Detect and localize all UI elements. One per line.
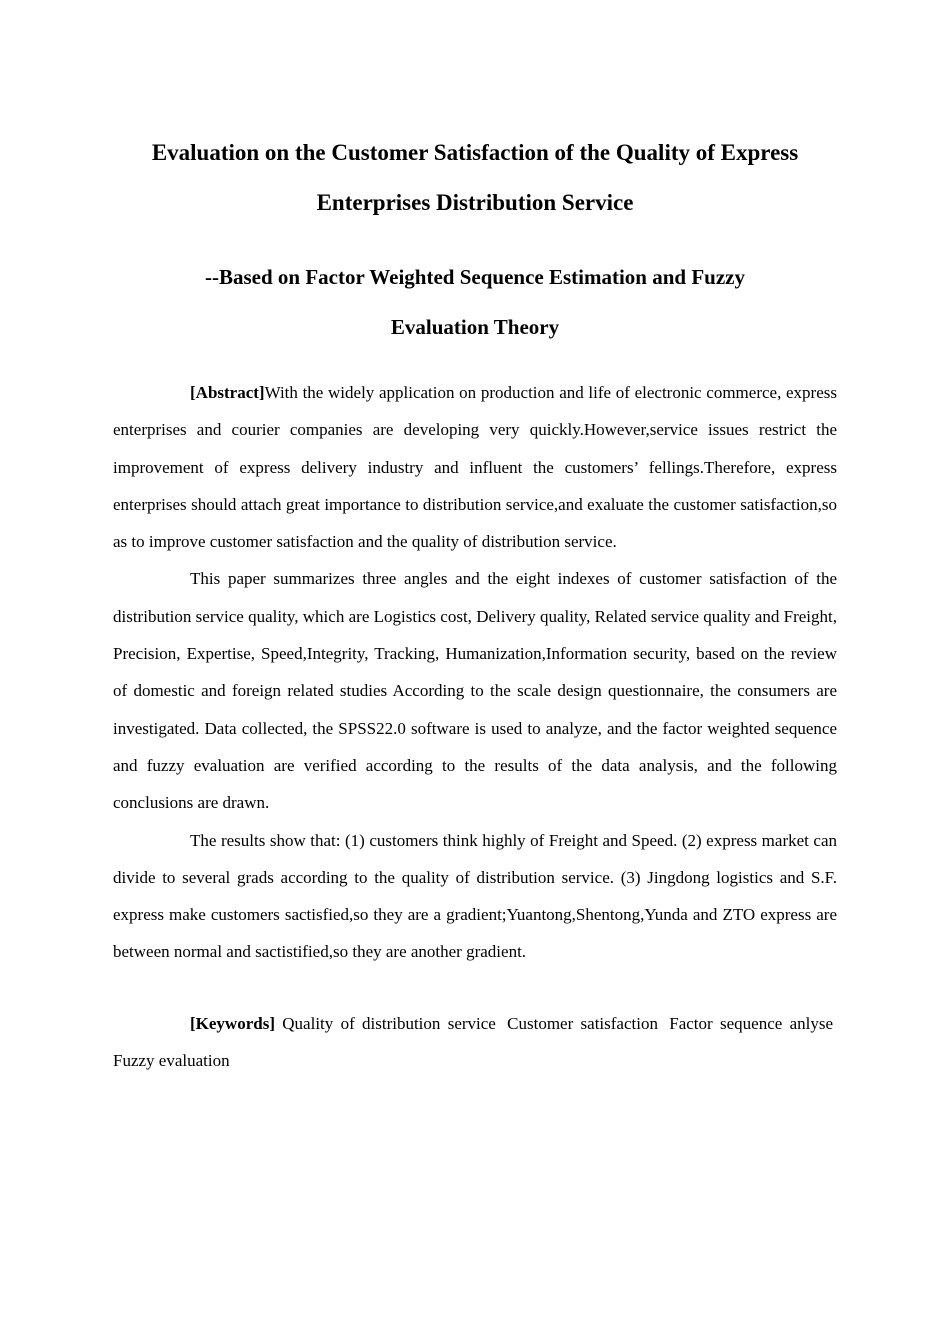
abstract-text-2: This paper summarizes three angles and the eight indexes of customer satisfaction of the distribution service quality, which are Logistics cost, Delivery quality, Related service quality and Freight, Precision, Expertise, Speed,Integrity, Tracking, Humanization,Information security, based on the review of domestic and foreign related studies According to the scale design questionnaire, the consumers are investigated. Data collected, the SPSS22.0 software is used to analyze, and the factor weighted sequence and fuzzy evaluation are verified according to the results of the data analysis, and the following conclusions are drawn. (113, 569, 837, 813)
abstract-text-3: The results show that: (1) customers think highly of Freight and Speed. (2) express market can divide to several grads according to the quality of distribution service. (3) Jingdong logistics and S.F. express make customers sactisfied,so they are a gradient;Yuantong,Shentong,Yunda and ZTO express are between normal and sactistified,so they are another gradient. (113, 830, 837, 962)
subtitle-line-2: Evaluation Theory (390, 315, 560, 339)
keyword-item: Customer satisfaction (507, 1013, 658, 1033)
abstract-paragraph-2 (113, 560, 837, 821)
paper-page (113, 128, 837, 1079)
abstract-text-1: With the widely application on production and life of electronic commerce, express enterprises and courier companies are developing very quickly.However,service issues restrict the improvement of express delivery industry and influent the customers’ fellings.Therefore, express enterprises should attach great importance to distribution service,and exaluate the customer satisfaction,so as to improve customer satisfaction and the quality of distribution service. (113, 383, 837, 552)
title-line-1: Evaluation on the Customer Satisfaction of the Quality of Express (151, 140, 799, 165)
abstract-label: [Abstract] (190, 383, 265, 402)
keywords-label: [Keywords] (190, 1013, 275, 1033)
paper-subtitle (113, 252, 837, 352)
subtitle-line-1: --Based on Factor Weighted Sequence Estimation and Fuzzy (205, 265, 745, 289)
paper-title (113, 128, 837, 228)
abstract-paragraph-1 (113, 374, 837, 560)
keywords-paragraph (113, 1005, 837, 1080)
keyword-item: Fuzzy evaluation (113, 1051, 230, 1071)
keyword-item: Factor sequence anlyse (669, 1013, 834, 1033)
keyword-item: Quality of distribution service (282, 1013, 496, 1033)
abstract-paragraph-3 (113, 822, 837, 971)
title-line-2: Enterprises Distribution Service (316, 190, 634, 215)
